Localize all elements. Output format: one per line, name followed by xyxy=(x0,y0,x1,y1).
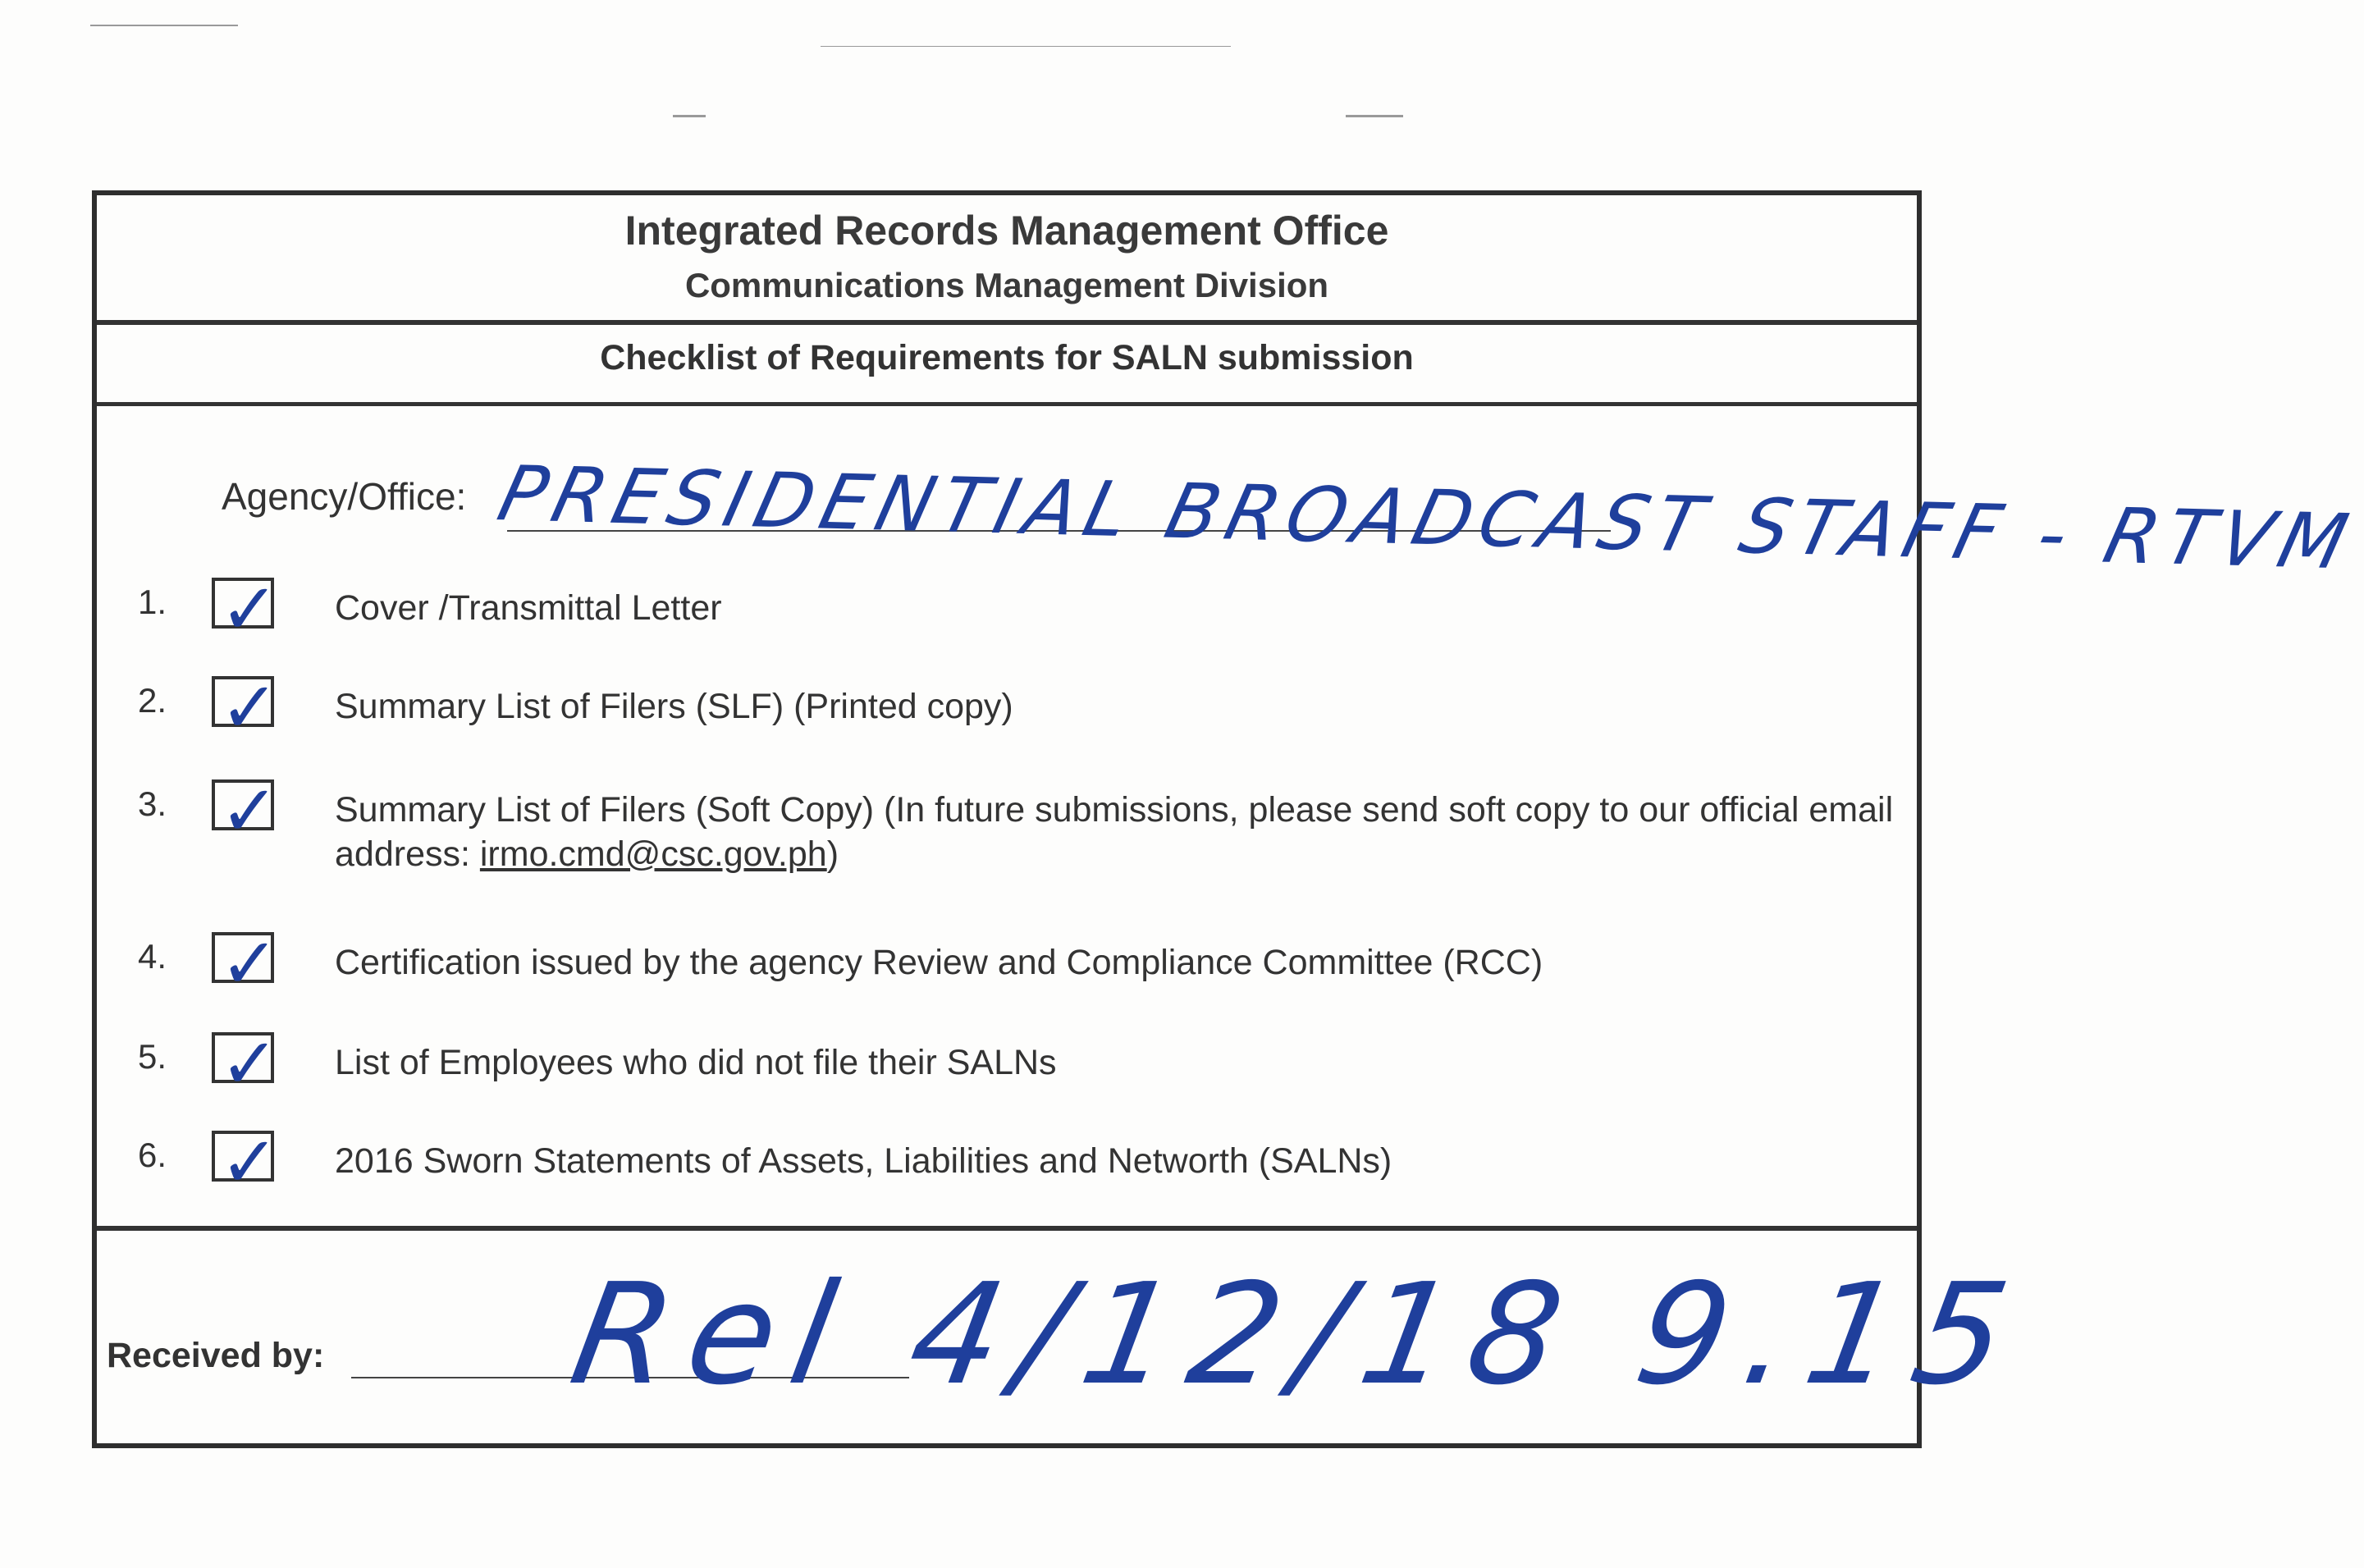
checklist-item xyxy=(97,1023,1917,1106)
division-title: Communications Management Division xyxy=(684,266,1329,304)
checklist-item xyxy=(97,569,1917,651)
scan-artifact xyxy=(1346,115,1403,117)
item-text: Certification issued by the agency Review and Compliance Committee (RCC) xyxy=(335,943,1543,982)
check-mark-icon: ✓ xyxy=(220,569,280,651)
check-mark-icon: ✓ xyxy=(220,770,280,853)
item-number: 1. xyxy=(138,583,167,621)
check-mark-icon: ✓ xyxy=(220,667,280,749)
checklist-item xyxy=(97,667,1917,750)
form-subtitle: Checklist of Requirements for SALN submission xyxy=(600,338,1414,377)
item-number: 3. xyxy=(138,784,167,823)
checklist-item xyxy=(97,770,1917,874)
section-divider xyxy=(97,1226,1917,1231)
received-by-label: Received by: xyxy=(107,1336,325,1375)
checklist-item xyxy=(97,1122,1917,1205)
received-handwritten-value: Rel 4/12/18 9.15 xyxy=(560,1254,2037,1416)
form-subtitle-bar xyxy=(97,320,1917,406)
checklist-form xyxy=(92,190,2364,1448)
check-mark-icon: ✓ xyxy=(220,1122,280,1204)
scan-artifact xyxy=(673,115,706,117)
item-text xyxy=(335,788,1894,876)
item-text-part: Summary List of Filers (Soft Copy) (In future submissions, please send soft copy to our official email address: xyxy=(335,790,1894,874)
item-number: 6. xyxy=(138,1136,167,1174)
email-link[interactable]: irmo.cmd@csc.gov.ph xyxy=(479,834,827,874)
agency-label: Agency/Office: xyxy=(222,475,467,518)
agency-handwritten-value: PRESIDENTIAL BROADCAST STAFF - RTVM xyxy=(490,450,2364,587)
check-mark-icon: ✓ xyxy=(220,923,280,1005)
item-number: 4. xyxy=(138,937,167,976)
scan-artifact xyxy=(821,46,1231,47)
scan-artifact xyxy=(90,25,238,26)
item-text: List of Employees who did not file their SALNs xyxy=(335,1043,1057,1082)
item-text-part: ) xyxy=(826,834,839,874)
check-mark-icon: ✓ xyxy=(220,1023,280,1105)
item-number: 2. xyxy=(138,681,167,720)
form-header xyxy=(97,195,1917,325)
item-text: Summary List of Filers (SLF) (Printed copy) xyxy=(335,687,1013,726)
item-number: 5. xyxy=(138,1037,167,1076)
item-text: 2016 Sworn Statements of Assets, Liabilities and Networth (SALNs) xyxy=(335,1141,1392,1181)
item-text: Cover /Transmittal Letter xyxy=(335,588,722,628)
office-title: Integrated Records Management Office xyxy=(624,208,1389,254)
checklist-item xyxy=(97,923,1917,1006)
